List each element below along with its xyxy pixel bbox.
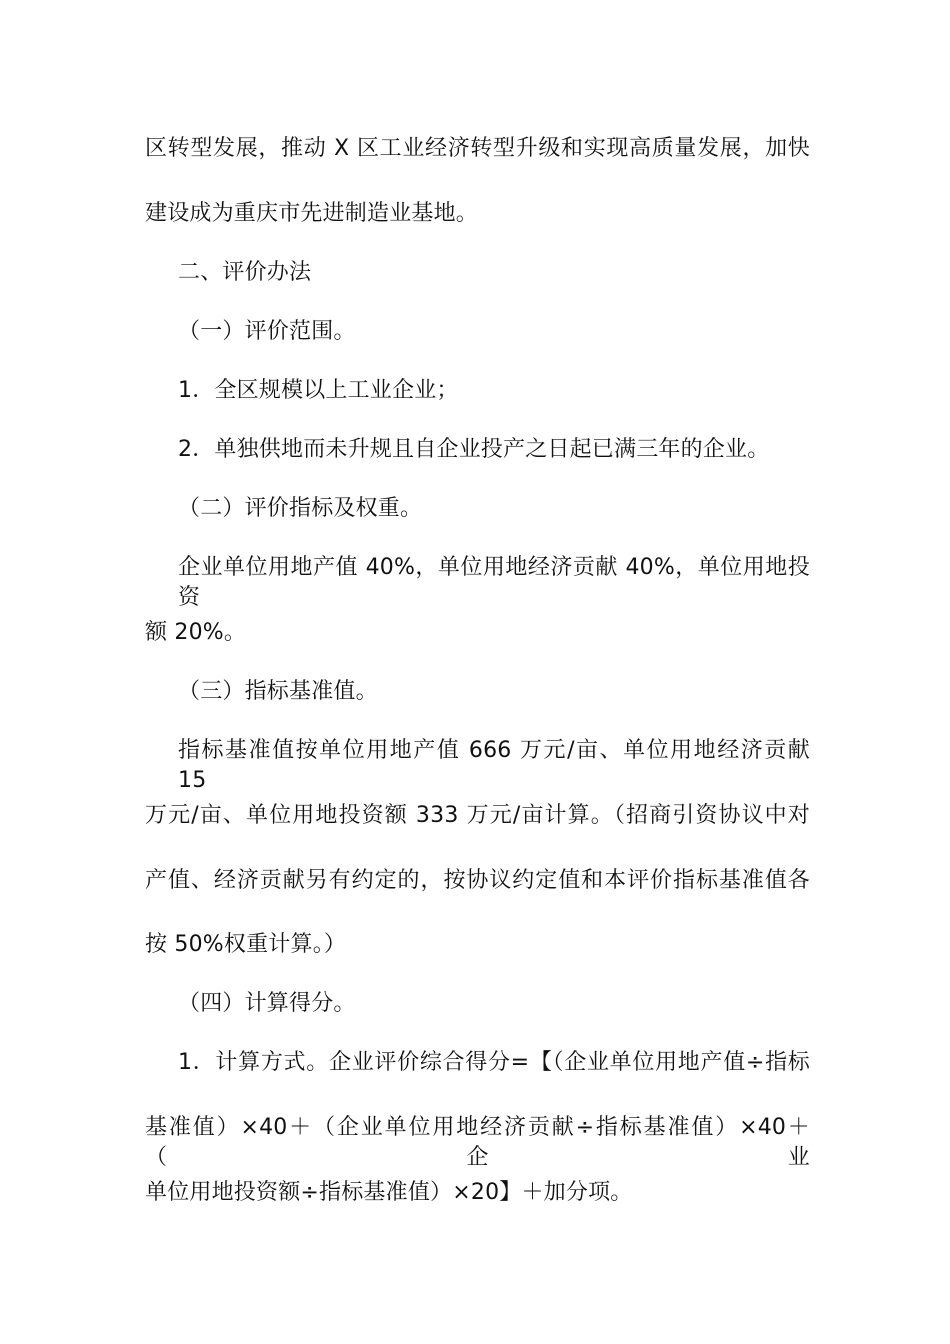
body-text-line: 按 50%权重计算。） bbox=[145, 932, 347, 957]
body-text-line: 万元/亩、单位用地投资额 333 万元/亩计算。（招商引资协议中对 bbox=[145, 803, 810, 828]
body-text-line: 区转型发展，推动 X 区工业经济转型升级和实现高质量发展，加快 bbox=[145, 136, 810, 161]
formula-line: 1．计算方式。企业评价综合得分=【（企业单位用地产值÷指标 bbox=[178, 1050, 810, 1075]
subsection-heading: （一）评价范围。 bbox=[178, 319, 356, 344]
body-text-line: 指标基准值按单位用地产值 666 万元/亩、单位用地经济贡献 15 bbox=[178, 738, 810, 793]
subsection-heading: （四）计算得分。 bbox=[178, 991, 356, 1016]
body-text-line: 产值、经济贡献另有约定的，按协议约定值和本评价指标基准值各 bbox=[145, 868, 810, 893]
list-item: 1．全区规模以上工业企业； bbox=[178, 378, 459, 403]
formula-line: 单位用地投资额÷指标基准值）×20】＋加分项。 bbox=[145, 1180, 633, 1205]
body-text-line: 企业单位用地产值 40%，单位用地经济贡献 40%，单位用地投资 bbox=[178, 555, 810, 610]
list-item: 2．单独供地而未升规且自企业投产之日起已满三年的企业。 bbox=[178, 437, 770, 462]
subsection-heading: （三）指标基准值。 bbox=[178, 679, 378, 704]
body-text-line: 建设成为重庆市先进制造业基地。 bbox=[145, 201, 479, 226]
section-heading: 二、评价办法 bbox=[178, 260, 312, 285]
formula-line: 基准值）×40＋（企业单位用地经济贡献÷指标基准值）×40＋（企业 bbox=[145, 1115, 810, 1170]
body-text-line: 额 20%。 bbox=[145, 620, 247, 645]
subsection-heading: （二）评价指标及权重。 bbox=[178, 496, 423, 521]
